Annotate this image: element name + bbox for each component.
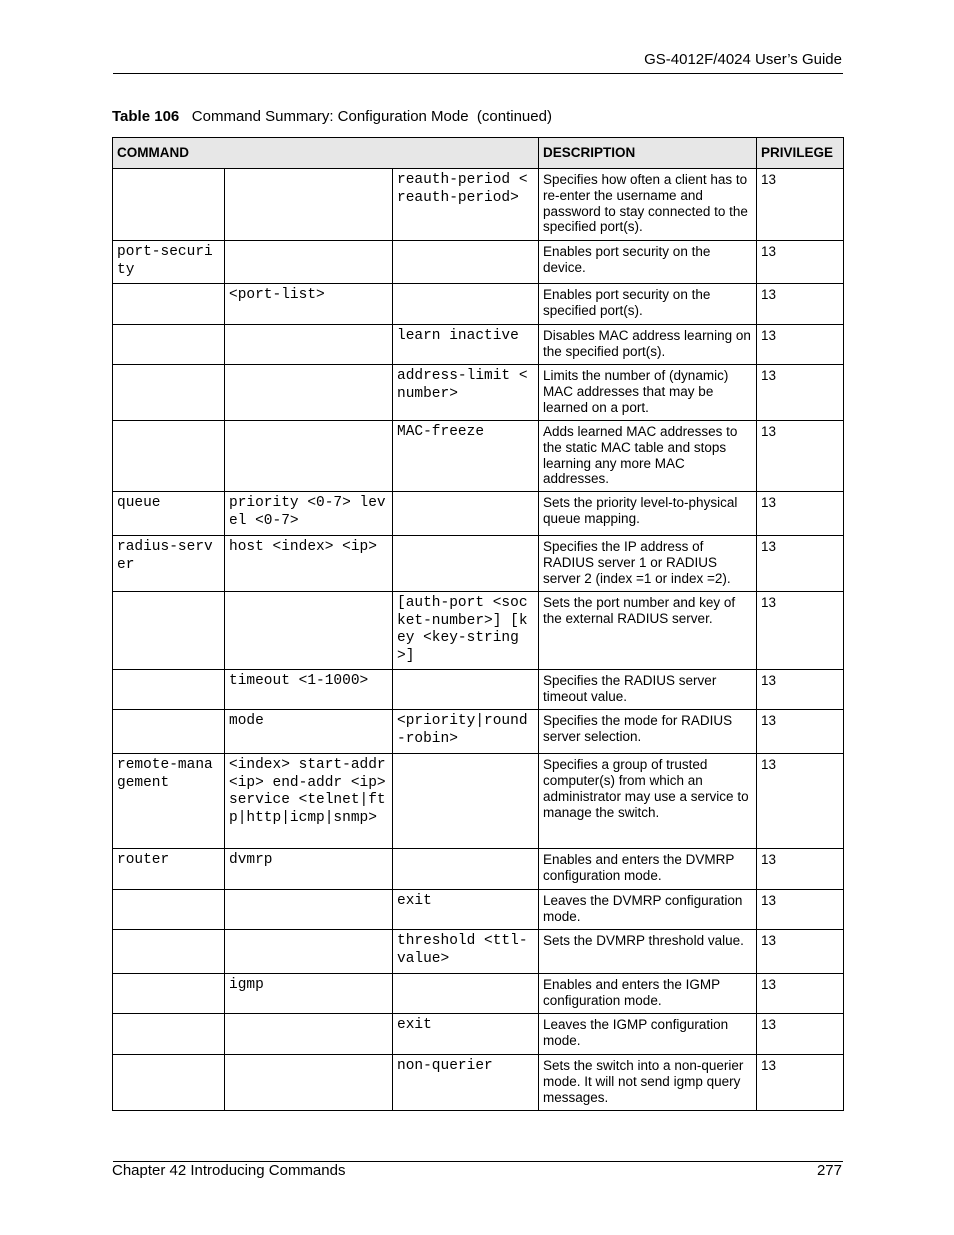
privilege-cell: 13	[757, 974, 844, 1014]
privilege-cell: 13	[757, 284, 844, 325]
command-cell-3	[393, 754, 539, 849]
description-cell: Enables port security on the specified port(s).	[539, 284, 757, 325]
command-cell-3: non-querier	[393, 1055, 539, 1111]
table-row	[113, 930, 844, 974]
command-cell-3	[393, 241, 539, 284]
command-cell-1	[113, 1014, 225, 1055]
command-cell-2	[225, 241, 393, 284]
command-cell-2	[225, 592, 393, 670]
command-cell-2	[225, 1055, 393, 1111]
command-cell-2	[225, 325, 393, 365]
command-cell-2: host <index> <ip>	[225, 536, 393, 592]
command-cell-1: router	[113, 849, 225, 890]
description-cell: Sets the priority level-to-physical queue mapping.	[539, 492, 757, 536]
description-cell: Enables and enters the IGMP configuration mode.	[539, 974, 757, 1014]
table-row	[113, 421, 844, 492]
description-cell: Specifies the RADIUS server timeout value.	[539, 670, 757, 710]
command-cell-1: queue	[113, 492, 225, 536]
table-row	[113, 536, 844, 592]
command-cell-3	[393, 974, 539, 1014]
description-cell: Adds learned MAC addresses to the static MAC table and stops learning any more MAC addresses.	[539, 421, 757, 492]
privilege-cell: 13	[757, 1055, 844, 1111]
table-row	[113, 849, 844, 890]
privilege-cell: 13	[757, 241, 844, 284]
command-cell-1: radius-server	[113, 536, 225, 592]
running-header-title: GS-4012F/4024 User’s Guide	[644, 51, 842, 68]
header-privilege: PRIVILEGE	[757, 138, 844, 169]
command-cell-2: <index> start-addr <ip> end-addr <ip> service <telnet|ftp|http|icmp|snmp>	[225, 754, 393, 849]
description-cell: Sets the switch into a non-querier mode. It will not send igmp query messages.	[539, 1055, 757, 1111]
description-cell: Disables MAC address learning on the specified port(s).	[539, 325, 757, 365]
command-cell-3: MAC-freeze	[393, 421, 539, 492]
privilege-cell: 13	[757, 365, 844, 421]
table-row	[113, 890, 844, 930]
footer-chapter: Chapter 42 Introducing Commands	[112, 1162, 346, 1179]
command-cell-2: timeout <1-1000>	[225, 670, 393, 710]
command-cell-3	[393, 492, 539, 536]
command-cell-2	[225, 1014, 393, 1055]
description-cell: Specifies a group of trusted computer(s) from which an administrator may use a service to manage the switch.	[539, 754, 757, 849]
privilege-cell: 13	[757, 670, 844, 710]
table-row	[113, 241, 844, 284]
description-cell: Enables port security on the device.	[539, 241, 757, 284]
command-cell-1	[113, 325, 225, 365]
command-cell-1	[113, 710, 225, 754]
table-row	[113, 284, 844, 325]
command-cell-1: remote-management	[113, 754, 225, 849]
privilege-cell: 13	[757, 536, 844, 592]
description-cell: Sets the port number and key of the external RADIUS server.	[539, 592, 757, 670]
command-cell-3: address-limit <number>	[393, 365, 539, 421]
table-row	[113, 1014, 844, 1055]
command-cell-2	[225, 930, 393, 974]
table-row	[113, 974, 844, 1014]
table-row	[113, 1055, 844, 1111]
privilege-cell: 13	[757, 710, 844, 754]
command-cell-3: learn inactive	[393, 325, 539, 365]
description-cell: Limits the number of (dynamic) MAC addresses that may be learned on a port.	[539, 365, 757, 421]
description-cell: Enables and enters the DVMRP configuration mode.	[539, 849, 757, 890]
command-summary-table	[112, 137, 844, 1111]
privilege-cell: 13	[757, 592, 844, 670]
footer-page-number: 277	[816, 1162, 842, 1179]
command-cell-1	[113, 930, 225, 974]
command-cell-1	[113, 1055, 225, 1111]
privilege-cell: 13	[757, 754, 844, 849]
command-cell-3	[393, 536, 539, 592]
header-command: COMMAND	[113, 138, 539, 169]
command-cell-3	[393, 670, 539, 710]
command-cell-1	[113, 670, 225, 710]
command-cell-2: <port-list>	[225, 284, 393, 325]
privilege-cell: 13	[757, 849, 844, 890]
description-cell: Leaves the IGMP configuration mode.	[539, 1014, 757, 1055]
command-cell-3: <priority|round-robin>	[393, 710, 539, 754]
description-cell: Specifies how often a client has to re-enter the username and password to stay connected to the specified port(s).	[539, 169, 757, 241]
command-cell-3: [auth-port <socket-number>] [key <key-string>]	[393, 592, 539, 670]
command-cell-2: mode	[225, 710, 393, 754]
table-caption-label: Table 106	[112, 108, 180, 125]
command-cell-1: port-security	[113, 241, 225, 284]
command-cell-3: threshold <ttl-value>	[393, 930, 539, 974]
command-cell-2	[225, 365, 393, 421]
privilege-cell: 13	[757, 169, 844, 241]
table-row	[113, 169, 844, 241]
command-cell-1	[113, 974, 225, 1014]
table-caption-text: Command Summary: Configuration Mode (continued)	[191, 108, 552, 125]
privilege-cell: 13	[757, 421, 844, 492]
command-cell-3: exit	[393, 890, 539, 930]
table-row	[113, 592, 844, 670]
table-caption	[112, 108, 552, 125]
table-row	[113, 325, 844, 365]
privilege-cell: 13	[757, 930, 844, 974]
description-cell: Sets the DVMRP threshold value.	[539, 930, 757, 974]
table-row	[113, 492, 844, 536]
command-cell-1	[113, 365, 225, 421]
table-row	[113, 365, 844, 421]
command-cell-1	[113, 169, 225, 241]
command-cell-2: dvmrp	[225, 849, 393, 890]
header-description: DESCRIPTION	[539, 138, 757, 169]
command-cell-3: exit	[393, 1014, 539, 1055]
header-rule	[113, 73, 843, 74]
table-row	[113, 710, 844, 754]
command-cell-1	[113, 592, 225, 670]
privilege-cell: 13	[757, 890, 844, 930]
description-cell: Leaves the DVMRP configuration mode.	[539, 890, 757, 930]
command-cell-2	[225, 421, 393, 492]
command-cell-1	[113, 284, 225, 325]
command-cell-2	[225, 890, 393, 930]
privilege-cell: 13	[757, 492, 844, 536]
description-cell: Specifies the mode for RADIUS server selection.	[539, 710, 757, 754]
command-cell-1	[113, 890, 225, 930]
privilege-cell: 13	[757, 325, 844, 365]
table-row	[113, 754, 844, 849]
description-cell: Specifies the IP address of RADIUS server 1 or RADIUS server 2 (index =1 or index =2).	[539, 536, 757, 592]
command-cell-2: priority <0-7> level <0-7>	[225, 492, 393, 536]
table-row	[113, 670, 844, 710]
command-cell-1	[113, 421, 225, 492]
command-cell-2	[225, 169, 393, 241]
command-cell-2: igmp	[225, 974, 393, 1014]
command-cell-3	[393, 849, 539, 890]
command-cell-3: reauth-period <reauth-period>	[393, 169, 539, 241]
table-header-row	[113, 138, 844, 169]
privilege-cell: 13	[757, 1014, 844, 1055]
command-cell-3	[393, 284, 539, 325]
